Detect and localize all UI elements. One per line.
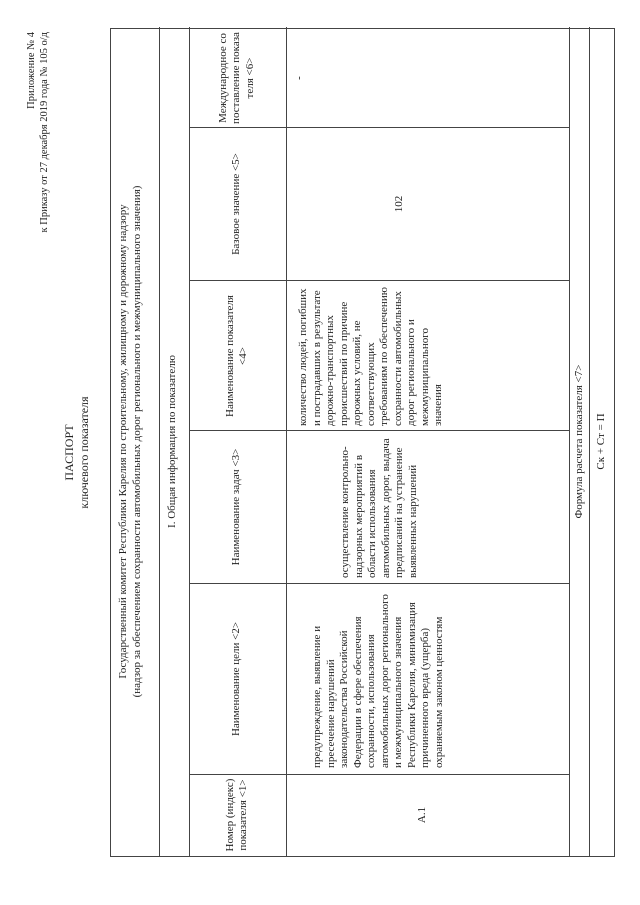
passport-table — [110, 28, 615, 857]
formula: Cк + Cт = П — [595, 413, 607, 470]
header-goal: Наименование цели <2> — [230, 621, 243, 737]
header-base-value: Базовое значение <5> — [230, 153, 243, 255]
row-task: осуществление контрольно-надзорных мероприятий в области использования автомобильных дорог, выдача предписаний на устранение выявленных нарушений — [339, 438, 419, 578]
passport-title: ПАСПОРТ — [62, 424, 76, 481]
header-international: Международное сопоставление показателя <6> — [216, 32, 256, 124]
appendix-number: Приложение № 4 — [26, 32, 37, 109]
row-index: А.1 — [416, 806, 428, 824]
row-international: - — [293, 76, 305, 80]
header-task: Наименование задач <3> — [230, 448, 243, 566]
header-index: Номер (индекс) показателя <1> — [223, 778, 249, 852]
formula-title: Формула расчета показателя <7> — [573, 364, 585, 519]
appendix-order: к Приказу от 27 декабря 2019 года № 105 о/д — [39, 32, 50, 233]
row-base-value: 102 — [393, 195, 405, 213]
organization-name: Государственный комитет Республики Карелия по строительному, жилищному и дорожному надзору — [117, 204, 129, 679]
appendix-note — [25, 32, 51, 332]
header-indicator: Наименование показателя <4> — [223, 295, 249, 417]
row-goal: предупреждение, выявление и пресечение нарушений законодательства Российской Федерации в сфере обеспечения сохранности, использования автомобильных дорог регионального и межмуниципального значения Республики Карелия, минимизация причиненного вреда (ущерба) охраняемым законом ценностям — [311, 594, 445, 768]
row-indicator: количество людей, погибших и пострадавших в результате дорожно-транспортных происшествий по причине дорожных условий, не соответствующих требованиям по обеспечению сохранности автомобильных дорог регионального и межмуниципального значения — [297, 287, 444, 426]
organization-scope: (надзор за обеспечением сохранности автомобильных дорог регионального и межмуниципального значения) — [131, 185, 143, 698]
section-title: I. Общая информация по показателю — [166, 355, 178, 528]
passport-subtitle: ключевого показателя — [77, 396, 91, 509]
